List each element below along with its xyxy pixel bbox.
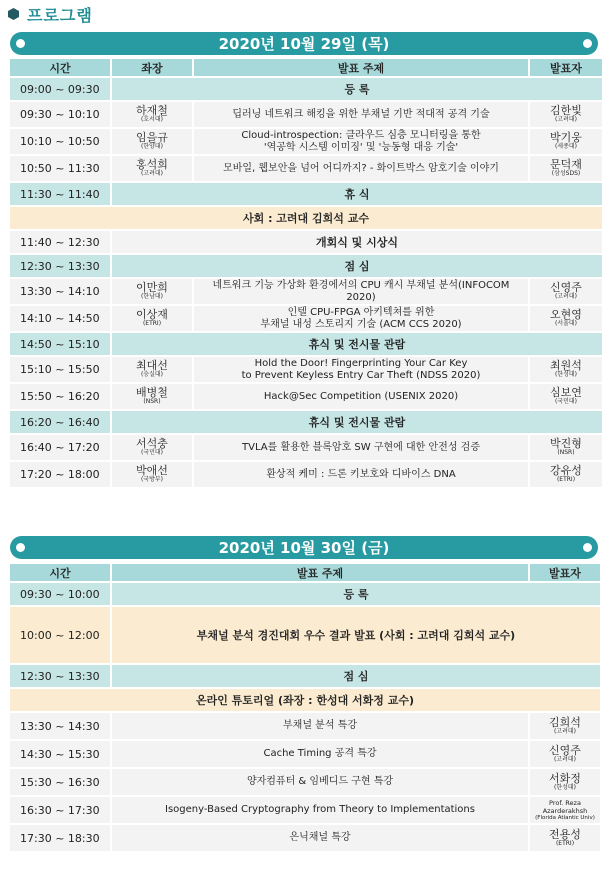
chair-cell [112, 102, 192, 127]
chair-name: 임을규 [136, 131, 168, 144]
time-slot: 12:30 ~ 13:30 [10, 665, 110, 687]
speaker-name: 문덕재 [550, 158, 582, 171]
schedule-row [10, 333, 602, 355]
session-title: 점 심 [112, 255, 602, 277]
schedule-row [10, 583, 600, 605]
chair-cell [112, 357, 192, 382]
topic-line: TVLA를 활용한 블록암호 SW 구현에 대한 안전성 검증 [242, 441, 480, 453]
chair-affiliation: (고려대) [140, 170, 164, 177]
chair-cell [112, 435, 192, 460]
talk-topic [194, 279, 528, 304]
time-slot: 16:40 ~ 17:20 [10, 435, 110, 460]
time-slot: 16:20 ~ 16:40 [10, 411, 110, 433]
time-slot: 10:00 ~ 12:00 [10, 607, 110, 663]
schedule-row [10, 689, 600, 711]
schedule-row [10, 231, 602, 253]
session-title: 등 록 [112, 583, 600, 605]
time-slot: 15:30 ~ 16:30 [10, 769, 110, 795]
speaker-cell [530, 102, 602, 127]
speaker-name: 최원석 [550, 359, 582, 372]
topic-line: '역공학 시스템 이미징' 및 '능동형 대응 기술' [263, 141, 459, 153]
speaker-cell [530, 129, 602, 154]
topic-line: Hold the Door! Fingerprinting Your Car Key [254, 357, 468, 369]
time-slot: 09:30 ~ 10:10 [10, 102, 110, 127]
time-slot: 13:30 ~ 14:30 [10, 713, 110, 739]
speaker-cell [530, 462, 602, 487]
schedule-row [10, 435, 602, 460]
talk-topic [112, 713, 528, 739]
chair-name: 이상재 [136, 308, 168, 321]
time-slot: 12:30 ~ 13:30 [10, 255, 110, 277]
schedule-row [10, 102, 602, 127]
time-slot: 09:00 ~ 09:30 [10, 78, 110, 100]
talk-topic [194, 129, 528, 154]
day1-date: 2020년 10월 29일 (목) [218, 35, 390, 53]
banner-dot-icon [583, 39, 592, 48]
chair-name: 하재철 [136, 104, 168, 117]
schedule-row [10, 183, 602, 205]
time-slot: 11:30 ~ 11:40 [10, 183, 110, 205]
page-title: 프로그램 [27, 5, 93, 25]
time-slot: 14:50 ~ 15:10 [10, 333, 110, 355]
speaker-affiliation: (국민대) [554, 398, 578, 405]
talk-topic [112, 741, 528, 767]
header-speaker: 발표자 [530, 564, 600, 581]
speaker-name: 신영주 [549, 743, 581, 757]
talk-topic [194, 306, 528, 331]
time-slot: 13:30 ~ 14:10 [10, 279, 110, 304]
chair-cell [112, 279, 192, 304]
schedule-row [10, 607, 600, 663]
chair-name: 배병철 [136, 386, 168, 399]
speaker-affiliation: (고려대) [553, 727, 577, 735]
header-topic: 발표 주제 [112, 564, 528, 581]
header-speaker: 발표자 [530, 59, 602, 76]
banner-dot-icon [16, 543, 25, 552]
speaker-cell [530, 741, 600, 767]
speaker-affiliation: (NSR) [557, 449, 575, 456]
session-title: 부채널 분석 경진대회 우수 결과 발표 (사회 : 고려대 김희석 교수) [112, 607, 600, 663]
day1-date-banner [10, 32, 598, 55]
time-slot: 16:30 ~ 17:30 [10, 797, 110, 823]
schedule-row [10, 797, 600, 823]
chair-cell [112, 462, 192, 487]
chair-name: 이만희 [136, 281, 168, 294]
topic-line: 모바일, 웹보안을 넘어 어디까지? - 화이트박스 암호기술 이야기 [223, 162, 499, 174]
time-slot: 15:10 ~ 15:50 [10, 357, 110, 382]
time-slot: 11:40 ~ 12:30 [10, 231, 110, 253]
talk-topic [194, 102, 528, 127]
schedule-row [10, 741, 600, 767]
speaker-cell [530, 156, 602, 181]
topic-line: 딥러닝 네트워크 해킹을 위한 부채널 기반 적대적 공격 기술 [232, 108, 490, 120]
time-slot: 09:30 ~ 10:00 [10, 583, 110, 605]
day2-date-banner [10, 536, 598, 559]
talk-topic [194, 462, 528, 487]
schedule-row [10, 713, 600, 739]
schedule-row [10, 78, 602, 100]
speaker-affiliation: (한성대) [554, 371, 578, 378]
topic-line: 네트워크 기능 가상화 환경에서의 CPU 캐시 부채널 분석(INFOCOM 2020) [212, 279, 510, 303]
talk-topic [112, 797, 528, 823]
talk-topic [194, 435, 528, 460]
session-title: 점 심 [112, 665, 600, 687]
speaker-cell [530, 825, 600, 851]
chair-affiliation: (NSR) [143, 398, 161, 405]
chair-cell [112, 306, 192, 331]
schedule-row [10, 665, 600, 687]
topic-line: Isogeny-Based Cryptography from Theory to Implementations [165, 804, 475, 815]
talk-topic [194, 384, 528, 409]
speaker-cell [530, 769, 600, 795]
schedule-row [10, 279, 602, 304]
session-title: 휴식 및 전시물 관람 [112, 333, 602, 355]
session-note: 온라인 튜토리얼 (좌장 : 한성대 서화정 교수) [10, 689, 600, 711]
time-slot: 10:10 ~ 10:50 [10, 129, 110, 154]
time-slot: 14:30 ~ 15:30 [10, 741, 110, 767]
schedule-row [10, 825, 600, 851]
speaker-name: 박기웅 [550, 131, 582, 144]
chair-cell [112, 156, 192, 181]
speaker-affiliation: (서울대) [554, 320, 578, 327]
chair-name: 최대선 [136, 359, 168, 372]
speaker-cell [530, 279, 602, 304]
speaker-cell [530, 357, 602, 382]
speaker-name: 오현영 [550, 308, 582, 321]
schedule-row [10, 156, 602, 181]
schedule-row [10, 306, 602, 331]
speaker-affiliation: (한성대) [553, 783, 577, 791]
session-title: 휴식 및 전시물 관람 [112, 411, 602, 433]
chair-affiliation: (숭실대) [140, 371, 164, 378]
schedule-row [10, 462, 602, 487]
hexagon-bullet-icon [8, 8, 19, 20]
schedule-row [10, 384, 602, 409]
topic-line: 부채널 분석 특강 [283, 720, 357, 731]
topic-line: 은닉채널 특강 [289, 832, 351, 843]
chair-affiliation: (호서대) [140, 116, 164, 123]
chair-name: 홍석희 [136, 158, 168, 171]
topic-line: 부채널 내성 스토리지 기술 (ACM CCS 2020) [260, 318, 462, 330]
speaker-cell [530, 435, 602, 460]
speaker-affiliation: (ETRI) [555, 839, 575, 847]
time-slot: 17:20 ~ 18:00 [10, 462, 110, 487]
topic-line: 인텔 CPU-FPGA 아키텍쳐를 위한 [287, 306, 435, 318]
talk-topic [112, 769, 528, 795]
chair-cell [112, 129, 192, 154]
day2-date: 2020년 10월 30일 (금) [218, 539, 390, 557]
day2-schedule-table [8, 562, 602, 853]
speaker-name: 서화정 [549, 771, 581, 785]
chair-name: 박애선 [136, 464, 168, 477]
topic-line: 양자컴퓨터 & 임베디드 구현 특강 [246, 776, 394, 787]
header-topic: 발표 주제 [194, 59, 528, 76]
speaker-cell [530, 384, 602, 409]
schedule-row [10, 207, 602, 229]
talk-topic [194, 156, 528, 181]
speaker-name: 박진형 [550, 437, 582, 450]
schedule-row [10, 769, 600, 795]
schedule-row [10, 411, 602, 433]
speaker-name: 신영주 [550, 281, 582, 294]
speaker-affiliation: (고려대) [554, 116, 578, 123]
chair-affiliation: (ETRI) [142, 320, 162, 327]
talk-topic [112, 825, 528, 851]
day1-schedule-table [8, 57, 604, 489]
session-note: 사회 : 고려대 김희석 교수 [10, 207, 602, 229]
speaker-affiliation: (고려대) [553, 755, 577, 763]
speaker-affiliation: (Florida Atlantic Univ) [535, 814, 595, 821]
topic-line: Cache Timing 공격 특강 [263, 748, 377, 759]
speaker-affiliation: (세종대) [554, 143, 578, 150]
chair-cell [112, 384, 192, 409]
speaker-name: 전용성 [549, 827, 581, 841]
banner-dot-icon [583, 543, 592, 552]
speaker-cell [530, 713, 600, 739]
chair-affiliation: (한남대) [140, 293, 164, 300]
chair-affiliation: (국방부) [140, 476, 164, 483]
speaker-name: 심보연 [550, 386, 582, 399]
time-slot: 10:50 ~ 11:30 [10, 156, 110, 181]
schedule-row [10, 129, 602, 154]
speaker-affiliation: (고려대) [554, 293, 578, 300]
page-heading [8, 4, 93, 24]
session-title: 등 록 [112, 78, 602, 100]
session-title: 휴 식 [112, 183, 602, 205]
time-slot: 14:10 ~ 14:50 [10, 306, 110, 331]
schedule-row [10, 255, 602, 277]
time-slot: 17:30 ~ 18:30 [10, 825, 110, 851]
header-time: 시간 [10, 59, 110, 76]
chair-name: 서석충 [136, 437, 168, 450]
topic-line: Hack@Sec Competition (USENIX 2020) [263, 390, 459, 402]
speaker-name: 김희석 [549, 715, 581, 729]
talk-topic [194, 357, 528, 382]
speaker-affiliation: (ETRI) [556, 476, 576, 483]
chair-affiliation: (한양대) [140, 143, 164, 150]
speaker-affiliation: (삼성SDS) [551, 170, 581, 177]
topic-line: 환상적 케미 : 드론 키보호와 디바이스 DNA [266, 468, 456, 480]
speaker-name: 강유성 [550, 464, 582, 477]
speaker-cell [530, 797, 600, 823]
chair-affiliation: (국민대) [140, 449, 164, 456]
header-chair: 좌장 [112, 59, 192, 76]
topic-line: to Prevent Keyless Entry Car Theft (NDSS 2020) [241, 369, 481, 381]
header-time: 시간 [10, 564, 110, 581]
speaker-name: 김한빛 [550, 104, 582, 117]
schedule-row [10, 357, 602, 382]
speaker-cell [530, 306, 602, 331]
banner-dot-icon [16, 39, 25, 48]
speaker-name: Prof. Reza Azarderakhsh [542, 798, 588, 815]
topic-line: Cloud-introspection: 클라우드 심층 모니터링을 통한 [241, 129, 481, 141]
session-title: 개회식 및 시상식 [112, 231, 602, 253]
time-slot: 15:50 ~ 16:20 [10, 384, 110, 409]
